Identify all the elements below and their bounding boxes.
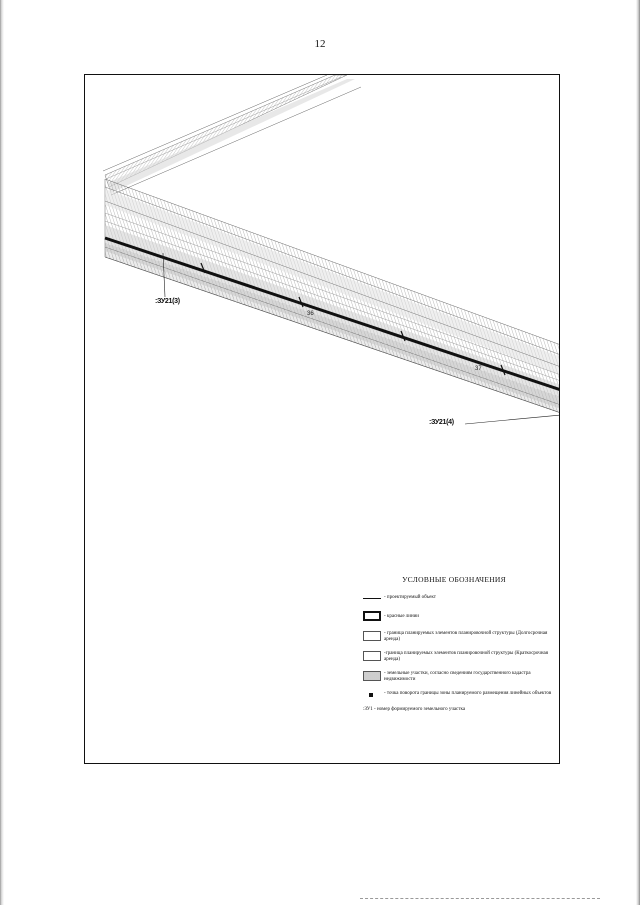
legend-item: - точка поворота границы зоны планируемого размещения линейных объектов: [363, 691, 559, 699]
scan-artifact-bottom: [360, 898, 600, 899]
cadastral-parcel-icon: [363, 671, 381, 681]
turning-point-icon: [363, 691, 381, 699]
parcel-label-right: :ЗУ21(4): [429, 419, 454, 426]
point-label-37: 37: [475, 366, 482, 372]
map-frame: [84, 74, 560, 764]
main-corridor: [105, 179, 560, 413]
scan-edge-right: [636, 0, 640, 905]
red-lines-icon: [363, 611, 381, 621]
legend-title: УСЛОВНЫЕ ОБОЗНАЧЕНИЯ: [402, 575, 506, 584]
scan-edge-left: [0, 0, 4, 905]
page-number: 12: [314, 38, 326, 50]
legend-item: - красные линии: [363, 611, 559, 621]
point-label-36: 36: [307, 311, 314, 317]
short-lease-boundary-icon: [363, 651, 381, 661]
legend-item: - земельные участки, согласно сведениям государственного кадастра недвижимости: [363, 671, 559, 683]
legend-item: - проектируемый объект: [363, 595, 559, 601]
upper-road-strip: [103, 75, 361, 195]
legend-note: :ЗУ1 - номер формируемого земельного участка: [363, 707, 466, 712]
long-lease-boundary-icon: [363, 631, 381, 641]
legend-item: -граница планируемых элементов планировочной структуры (Краткосрочная аренда): [363, 651, 559, 663]
legend: [363, 575, 559, 712]
line-icon: [363, 598, 381, 599]
parcel-label-left: :ЗУ21(3): [155, 298, 180, 305]
legend-item: - граница планируемых элементов планировочной структуры (Долгосрочная аренда): [363, 631, 559, 643]
projected-object-line: [105, 238, 560, 390]
